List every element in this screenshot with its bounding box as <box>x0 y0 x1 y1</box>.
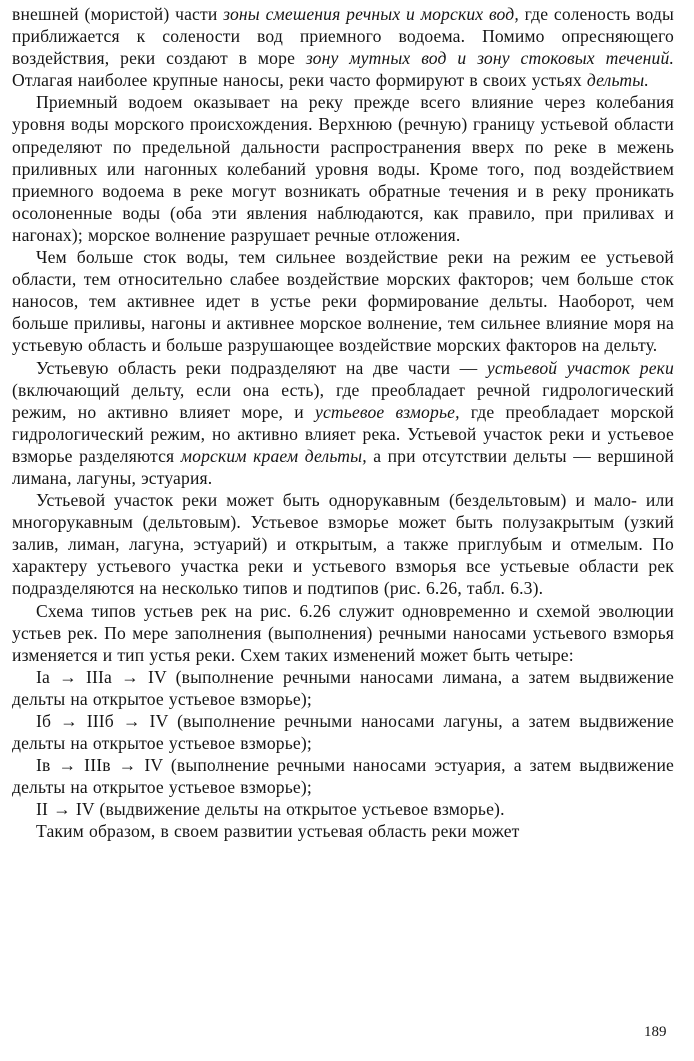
text-run: Приемный водоем оказывает на реку прежде всего влияние через колебания уровня воды морского происхождения. Верхнюю (речную) границу устьевой области определяют по предельной дальности распространения вверх по реке в межень приливных или нагонных колебаний уровня воды. Кроме того, под воздействием приемного водоема в реке могут возникать обратные течения и в реку проникать осолоненные воды (оба эти явления наблюдаются, как правило, при приливах и нагонах); морское волнение разрушает речные отложения. <box>12 92 674 245</box>
text-run: где преобладает морской гидрологический режим, но активно влияет река. Устьевой участок реки и устьевое взморье разделяются <box>12 401 674 466</box>
paragraph-p4 <box>12 357 674 490</box>
italic-term: морским краем дельты, <box>180 445 367 466</box>
body-text <box>12 3 674 843</box>
paragraph-p10 <box>12 798 674 820</box>
paragraph-p1 <box>12 3 674 91</box>
paragraph-p5 <box>12 489 674 599</box>
italic-term: дельты. <box>586 70 649 91</box>
text-run: Отлагая наиболее крупные наносы, реки часто формируют в своих устьях <box>12 70 587 91</box>
text-run: внешней (мористой) части <box>12 4 224 24</box>
paragraph-p6 <box>12 600 674 666</box>
text-run: Устьевой участок реки может быть однорукавным (бездельтовым) и мало- или многорукавным (дельтовым). Устьевое взморье может быть полузакрытым (узкий залив, лиман, лагуна, эстуарий) и открытым, а также приглубым и отмелым. По характеру устьевого участка реки и устьевого взморья все устьевые области рек подразделяются на несколько типов и подтипов (рис. 6.26, табл. 6.3). <box>12 490 674 599</box>
text-run: где соленость воды приближается к солености вод приемного водоема. Помимо опресняющего воздействия, реки создают в море <box>12 4 674 69</box>
text-run: (включающий дельту, если она есть), где преобладает речной гидрологический режим, но активно влияет море, и <box>12 379 674 422</box>
paragraph-p8 <box>12 710 674 754</box>
paragraph-p11 <box>12 820 674 842</box>
paragraph-p7 <box>12 666 674 710</box>
italic-term: зоны смешения речных и морских вод, <box>223 4 519 24</box>
text-run: Iб → IIIб → IV (выполнение речными наносами лагуны, а затем выдвижение дельты на открытое устьевое взморье); <box>12 711 674 754</box>
text-run: Таким образом, в своем развитии устьевая область реки может <box>36 821 520 842</box>
paragraph-p3 <box>12 246 674 356</box>
text-run: II → IV (выдвижение дельты на открытое устьевое взморье). <box>36 799 505 820</box>
paragraph-p9 <box>12 754 674 798</box>
text-run: Схема типов устьев рек на рис. 6.26 служит одновременно и схемой эволюции устьев рек. По мере заполнения (выполнения) речными наносами устьевого взморья изменяется и тип устья реки. Схем таких изменений может быть четыре: <box>12 600 674 665</box>
text-run: Iа → IIIа → IV (выполнение речными наносами лимана, а затем выдвижение дельты на открытое устьевое взморье); <box>12 666 674 709</box>
text-run: а при отсутствии дельты — вершиной лимана, лагуны, эстуария. <box>12 445 674 488</box>
text-run: Устьевую область реки подразделяют на две части — <box>36 357 487 378</box>
italic-term: устьевой участок реки <box>486 357 674 378</box>
page-number: 189 <box>644 1024 667 1040</box>
italic-term: устьевое взморье, <box>315 401 460 422</box>
paragraph-p2 <box>12 91 674 246</box>
text-run: Чем больше сток воды, тем сильнее воздействие реки на режим ее устьевой области, тем относительно слабее воздействие морских факторов; чем больше сток наносов, тем активнее идет в устье реки формирование дельты. Наоборот, чем больше приливы, нагоны и активнее морское волнение, тем сильнее влияние моря на устьевую область и больше разрушающее воздействие морских факторов на дельту. <box>12 247 674 356</box>
italic-term: зону мутных вод и зону стоковых течений. <box>305 48 674 69</box>
text-run: Iв → IIIв → IV (выполнение речными наносами эстуария, а затем выдвижение дельты на открытое устьевое взморье); <box>12 755 674 798</box>
